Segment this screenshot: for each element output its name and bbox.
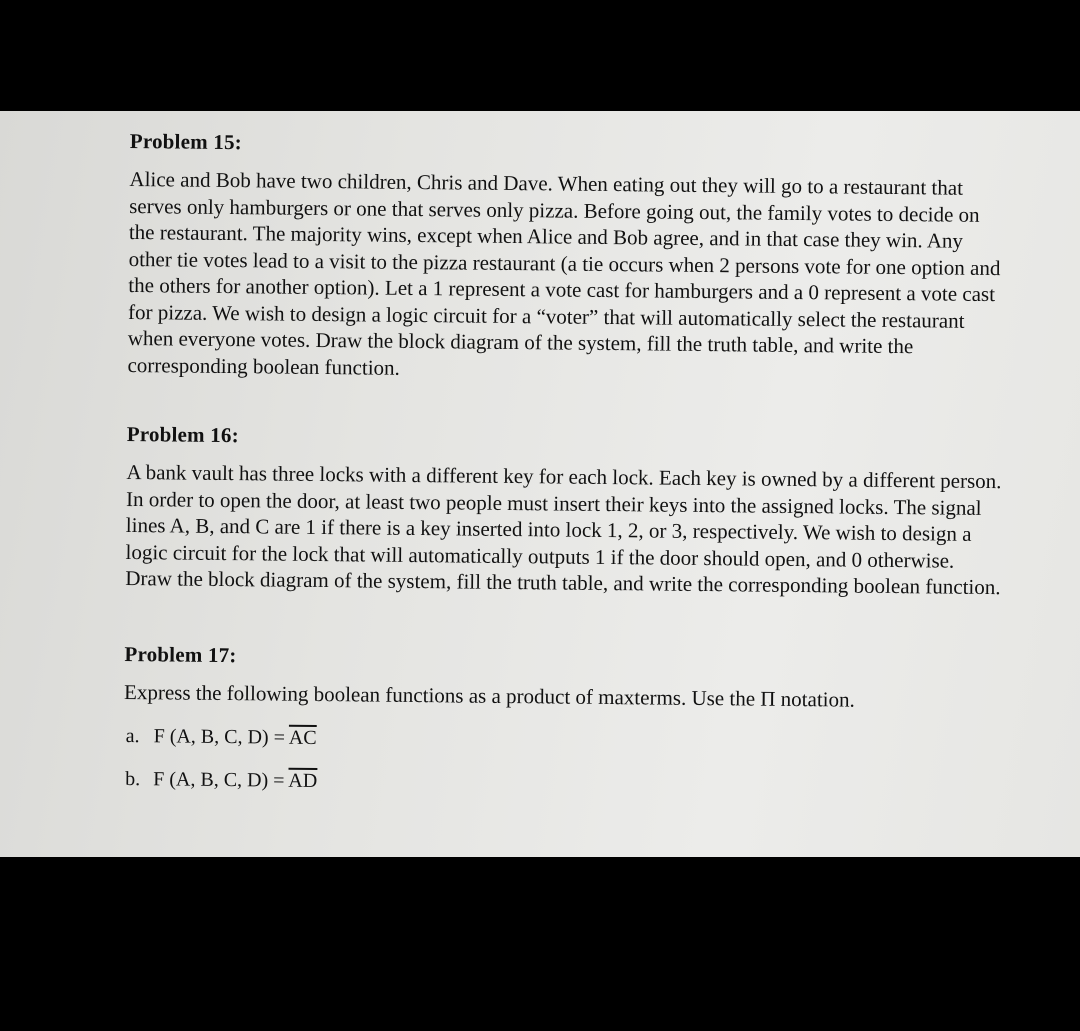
- problem-17-body: Express the following boolean functions as a product of maxterms. Use the Π notation.: [123, 679, 855, 712]
- item-function-rhs: $\overline{AC}$: [288, 726, 317, 749]
- problem-16-body: A bank vault has three locks with a different key for each lock. Each key is owned by a different person. In order to open the door, at least two people must insert their keys into the assigned locks. The signal lines A, B, and C are 1 if there is a key inserted into lock 1, 2, or 3, respectively. We wish to design a logic circuit for the lock that will automatically outputs 1 if the door should open, and 0 otherwise. Draw the block diagram of the system, fill the truth table, and write the corresponding boolean function.: [125, 459, 1002, 600]
- problem-17-item-b: [125, 768, 1003, 800]
- item-function-lhs: F (A, B, C, D) =: [153, 725, 289, 749]
- problem-sheet: [123, 129, 1010, 800]
- document-photo: [0, 111, 1080, 857]
- item-label: b.: [125, 767, 141, 791]
- problem-17-heading: Problem 17:: [124, 641, 237, 667]
- problem-15-heading: Problem 15:: [129, 129, 243, 155]
- problem-17: [123, 641, 1005, 800]
- problem-15: [127, 129, 1010, 387]
- problem-16-heading: Problem 16:: [126, 421, 239, 448]
- item-label: a.: [125, 724, 140, 748]
- item-function-lhs: F (A, B, C, D) =: [153, 768, 289, 792]
- problem-15-body: Alice and Bob have two children, Chris and Dave. When eating out they will go to a restaurant that serves only hamburgers or one that serves only pizza. Before going out, the family votes to decide on the restaurant. The majority wins, except when Alice and Bob agree, and in that case they win. Any other tie votes lead to a visit to the pizza restaurant (a tie occurs when 2 persons vote for one option and the others for another option). Let a 1 represent a vote cast for hamburgers and a 0 represent a vote cast for pizza. We wish to design a logic circuit for a “voter” that will automatically select the restaurant when everyone votes. Draw the block diagram of the system, fill the truth table, and write the corresponding boolean function.: [127, 166, 1001, 380]
- problem-17-item-a: [126, 725, 1004, 757]
- problem-16: [125, 422, 1007, 601]
- item-function-rhs: $\overline{AD}$: [288, 769, 318, 792]
